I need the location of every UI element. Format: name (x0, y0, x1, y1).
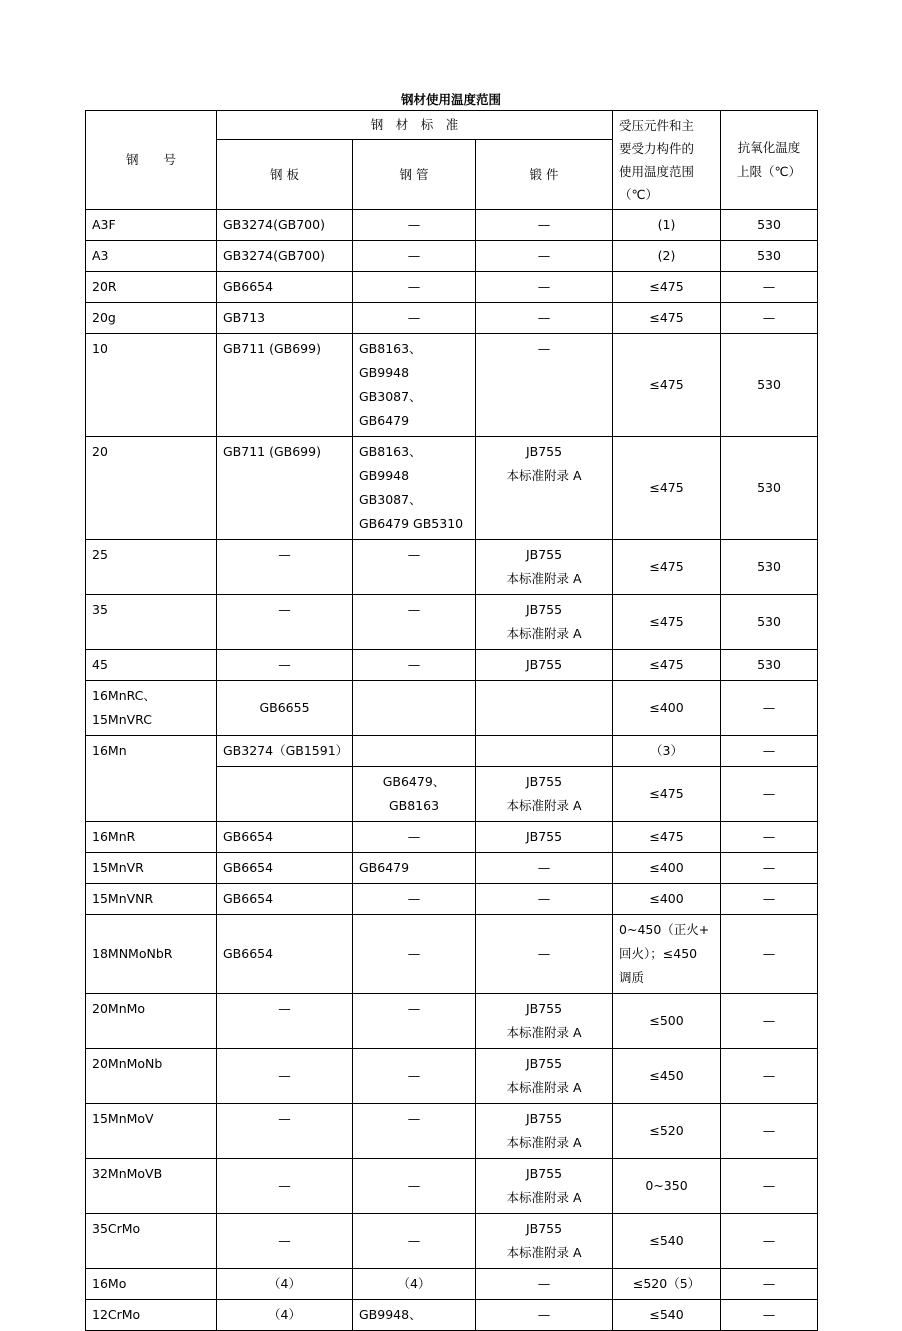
header-pressure-temp (613, 111, 721, 210)
header-plate: 钢 板 (217, 140, 353, 210)
cell-grade: 10 (86, 334, 217, 437)
cell-pipe: — (353, 650, 476, 681)
cell-temp: ≤475 (613, 437, 721, 540)
cell-forging: JB755 (476, 650, 613, 681)
cell-grade: 20MnMoNb (86, 1049, 217, 1104)
table-row (86, 540, 818, 595)
header-pressure-temp-line: （℃） (619, 187, 659, 202)
cell-grade: 15MnMoV (86, 1104, 217, 1159)
cell-pipe (353, 736, 476, 767)
cell-pipe: — (353, 1214, 476, 1269)
cell-oxid: — (721, 1159, 818, 1214)
cell-pipe: — (353, 1159, 476, 1214)
cell-temp: ≤475 (613, 822, 721, 853)
table-row (86, 1269, 818, 1300)
cell-forging (476, 1214, 613, 1269)
cell-line: 本标准附录 A (506, 1080, 582, 1095)
cell-forging: — (476, 915, 613, 994)
cell-temp: 0~350 (613, 1159, 721, 1214)
cell-oxid: 530 (721, 595, 818, 650)
cell-oxid: 530 (721, 241, 818, 272)
cell-pipe: GB6479 (353, 853, 476, 884)
cell-forging: — (476, 272, 613, 303)
cell-grade: 16MnR (86, 822, 217, 853)
cell-plate: GB6654 (217, 884, 353, 915)
cell-line: JB755 (525, 444, 563, 459)
cell-line: 本标准附录 A (506, 626, 582, 641)
cell-line: GB6479 (359, 413, 410, 428)
cell-temp: ≤475 (613, 595, 721, 650)
cell-line: GB6479 GB5310 (359, 516, 464, 531)
cell-plate: GB6654 (217, 272, 353, 303)
cell-plate: （4） (217, 1269, 353, 1300)
table-row (86, 736, 818, 767)
cell-line: JB755 (525, 602, 563, 617)
cell-plate: — (217, 1104, 353, 1159)
table-row (86, 1300, 818, 1331)
cell-line: GB9948 (359, 365, 410, 380)
header-pressure-temp-line: 受压元件和主 (619, 118, 695, 133)
cell-line: JB755 (525, 1056, 563, 1071)
cell-line: 本标准附录 A (506, 1190, 582, 1205)
header-oxidation-temp (721, 111, 818, 210)
cell-forging: — (476, 1300, 613, 1331)
cell-oxid: — (721, 767, 818, 822)
table-row (86, 1104, 818, 1159)
cell-oxid: 530 (721, 437, 818, 540)
table-row (86, 822, 818, 853)
cell-plate: — (217, 595, 353, 650)
cell-temp: ≤475 (613, 540, 721, 595)
steel-temperature-table (85, 110, 818, 1331)
cell-plate: — (217, 1214, 353, 1269)
cell-temp: ≤520（5） (613, 1269, 721, 1300)
cell-line: JB755 (525, 547, 563, 562)
cell-pipe: — (353, 915, 476, 994)
cell-oxid: — (721, 303, 818, 334)
cell-oxid: — (721, 736, 818, 767)
cell-pipe: GB9948、 (353, 1300, 476, 1331)
table-row (86, 884, 818, 915)
cell-forging (476, 994, 613, 1049)
cell-grade (86, 681, 217, 736)
cell-forging (476, 1104, 613, 1159)
cell-pipe (353, 681, 476, 736)
header-forging: 锻 件 (476, 140, 613, 210)
cell-pipe (353, 437, 476, 540)
table-row (86, 437, 818, 540)
cell-line: 本标准附录 A (506, 1245, 582, 1260)
cell-temp: ≤400 (613, 884, 721, 915)
table-row (86, 272, 818, 303)
cell-line: GB8163、 (359, 341, 422, 356)
cell-plate: GB711 (GB699) (217, 334, 353, 437)
table-row (86, 994, 818, 1049)
cell-line: GB6479、 (382, 774, 446, 789)
cell-forging: — (476, 303, 613, 334)
cell-pipe (353, 767, 476, 822)
cell-grade: A3F (86, 210, 217, 241)
cell-forging: — (476, 210, 613, 241)
cell-line: GB3087、 (359, 492, 422, 507)
cell-line: GB9948 (359, 468, 410, 483)
cell-temp: (1) (613, 210, 721, 241)
header-steel-grade: 钢 号 (86, 111, 217, 210)
cell-plate (217, 767, 353, 822)
cell-temp: ≤475 (613, 303, 721, 334)
cell-grade: 32MnMoVB (86, 1159, 217, 1214)
cell-plate: GB6655 (217, 681, 353, 736)
cell-forging (476, 1159, 613, 1214)
cell-pipe: — (353, 540, 476, 595)
cell-temp: ≤400 (613, 853, 721, 884)
cell-plate: — (217, 994, 353, 1049)
cell-temp: （3） (613, 736, 721, 767)
cell-line: JB755 (525, 774, 563, 789)
cell-line: JB755 (525, 1166, 563, 1181)
cell-grade: 20MnMo (86, 994, 217, 1049)
cell-plate: GB3274(GB700) (217, 241, 353, 272)
cell-pipe: — (353, 994, 476, 1049)
cell-forging: JB755 (476, 822, 613, 853)
header-pressure-temp-line: 使用温度范围 (619, 164, 695, 179)
cell-plate: GB6654 (217, 822, 353, 853)
cell-pipe (353, 334, 476, 437)
cell-oxid: — (721, 681, 818, 736)
cell-grade: 20g (86, 303, 217, 334)
cell-oxid: — (721, 1104, 818, 1159)
cell-oxid: — (721, 994, 818, 1049)
cell-pipe: — (353, 303, 476, 334)
cell-plate: （4） (217, 1300, 353, 1331)
cell-temp: ≤540 (613, 1214, 721, 1269)
cell-line: GB8163 (388, 798, 440, 813)
cell-oxid: — (721, 272, 818, 303)
cell-forging (476, 595, 613, 650)
cell-oxid: — (721, 1269, 818, 1300)
cell-grade: 25 (86, 540, 217, 595)
cell-forging (476, 1049, 613, 1104)
cell-forging: — (476, 884, 613, 915)
cell-plate: — (217, 1159, 353, 1214)
page-title: 钢材使用温度范围 (400, 92, 501, 107)
table-row (86, 853, 818, 884)
cell-oxid: — (721, 1049, 818, 1104)
cell-pipe: — (353, 595, 476, 650)
cell-forging: — (476, 1269, 613, 1300)
cell-pipe: （4） (353, 1269, 476, 1300)
table-row (86, 334, 818, 437)
cell-line: 本标准附录 A (506, 1135, 582, 1150)
cell-grade: 16Mn (86, 736, 217, 822)
cell-oxid: 530 (721, 650, 818, 681)
cell-pipe: — (353, 1049, 476, 1104)
cell-oxid: — (721, 822, 818, 853)
cell-grade: 20 (86, 437, 217, 540)
cell-line: 回火）；≤450 (619, 946, 698, 961)
table-row (86, 681, 818, 736)
cell-oxid: — (721, 884, 818, 915)
cell-oxid: — (721, 1214, 818, 1269)
cell-oxid: — (721, 915, 818, 994)
cell-plate: GB711 (GB699) (217, 437, 353, 540)
cell-line: GB8163、 (359, 444, 422, 459)
cell-forging: — (476, 334, 613, 437)
cell-temp: ≤450 (613, 1049, 721, 1104)
cell-temp: ≤520 (613, 1104, 721, 1159)
header-material-standard: 钢 材 标 准 (217, 111, 613, 140)
cell-temp: ≤400 (613, 681, 721, 736)
table-row (86, 210, 818, 241)
cell-plate: GB3274（GB1591） (217, 736, 353, 767)
cell-line: 15MnVRC (92, 712, 152, 727)
cell-grade: 15MnVR (86, 853, 217, 884)
cell-plate: GB6654 (217, 915, 353, 994)
header-oxidation-line: 上限（℃） (736, 164, 802, 179)
cell-line: 本标准附录 A (506, 571, 582, 586)
cell-temp: ≤475 (613, 272, 721, 303)
cell-grade: 18MNMoNbR (86, 915, 217, 994)
cell-pipe: — (353, 884, 476, 915)
cell-oxid: — (721, 1300, 818, 1331)
cell-pipe: — (353, 241, 476, 272)
cell-grade: A3 (86, 241, 217, 272)
header-row (86, 111, 818, 140)
table-row (86, 1049, 818, 1104)
cell-line: 本标准附录 A (506, 1025, 582, 1040)
cell-line: JB755 (525, 1221, 563, 1236)
cell-forging (476, 681, 613, 736)
cell-grade: 12CrMo (86, 1300, 217, 1331)
cell-line: 本标准附录 A (506, 468, 582, 483)
cell-temp: ≤475 (613, 767, 721, 822)
cell-forging (476, 437, 613, 540)
cell-line: 0~450（正火+ (619, 922, 710, 937)
cell-temp: ≤500 (613, 994, 721, 1049)
header-pressure-temp-line: 要受力构件的 (619, 141, 695, 156)
table-row (86, 241, 818, 272)
cell-grade: 35 (86, 595, 217, 650)
cell-plate: GB3274(GB700) (217, 210, 353, 241)
cell-forging (476, 736, 613, 767)
cell-grade: 15MnVNR (86, 884, 217, 915)
cell-oxid: 530 (721, 540, 818, 595)
cell-forging: — (476, 241, 613, 272)
cell-grade: 35CrMo (86, 1214, 217, 1269)
cell-pipe: — (353, 210, 476, 241)
cell-oxid: 530 (721, 210, 818, 241)
cell-grade: 45 (86, 650, 217, 681)
cell-oxid: — (721, 853, 818, 884)
cell-forging: — (476, 853, 613, 884)
header-pipe: 钢 管 (353, 140, 476, 210)
cell-line: JB755 (525, 1111, 563, 1126)
cell-plate: — (217, 650, 353, 681)
cell-temp: ≤540 (613, 1300, 721, 1331)
cell-plate: GB713 (217, 303, 353, 334)
cell-grade: 20R (86, 272, 217, 303)
cell-plate: GB6654 (217, 853, 353, 884)
cell-plate: — (217, 1049, 353, 1104)
cell-pipe: — (353, 822, 476, 853)
cell-line: 本标准附录 A (506, 798, 582, 813)
cell-line: 调质 (619, 970, 645, 985)
table-row (86, 595, 818, 650)
cell-grade: 16Mo (86, 1269, 217, 1300)
cell-temp: (2) (613, 241, 721, 272)
cell-line: 16MnRC、 (92, 688, 156, 703)
cell-temp: ≤475 (613, 334, 721, 437)
cell-plate: — (217, 540, 353, 595)
table-row (86, 650, 818, 681)
cell-oxid: 530 (721, 334, 818, 437)
cell-pipe: — (353, 272, 476, 303)
cell-forging (476, 767, 613, 822)
table-row (86, 915, 818, 994)
header-oxidation-line: 抗氧化温度 (737, 140, 801, 155)
cell-temp: ≤475 (613, 650, 721, 681)
table-row (86, 303, 818, 334)
cell-forging (476, 540, 613, 595)
cell-pipe: — (353, 1104, 476, 1159)
cell-line: JB755 (525, 1001, 563, 1016)
cell-temp (613, 915, 721, 994)
table-row (86, 1214, 818, 1269)
table-row (86, 1159, 818, 1214)
cell-line: GB3087、 (359, 389, 422, 404)
